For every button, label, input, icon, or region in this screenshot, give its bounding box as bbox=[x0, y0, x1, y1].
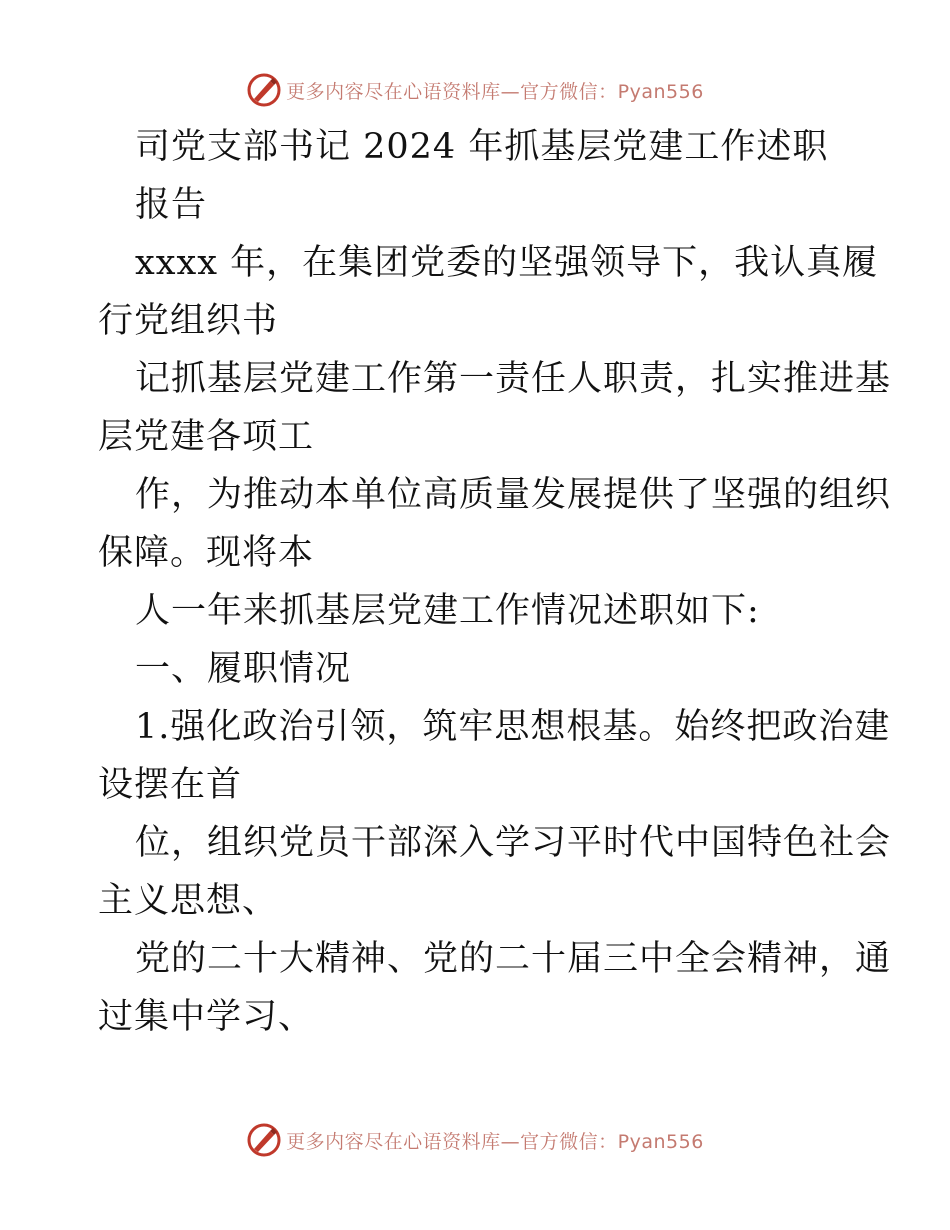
watermark-text: 更多内容尽在心语资料库—官方微信：Pyan556 bbox=[286, 80, 704, 103]
text-line: 位，组织党员干部深入学习平时代中国特色社会 bbox=[135, 823, 892, 863]
watermark-header bbox=[0, 70, 950, 110]
text-line: 司党支部书记 2024 年抓基层党建工作述职 bbox=[135, 127, 829, 167]
text-line: 党的二十大精神、党的二十届三中全会精神，通 bbox=[135, 939, 892, 979]
text-line: 记抓基层党建工作第一责任人职责，扎实推进基 bbox=[135, 359, 892, 399]
text-line: 过集中学习、 bbox=[98, 997, 315, 1037]
text-line: 作，为推动本单位高质量发展提供了坚强的组织 bbox=[135, 475, 892, 515]
text-line: 保障。现将本 bbox=[98, 533, 315, 573]
text-line: 层党建各项工 bbox=[98, 417, 315, 457]
text-line: xxxx 年，在集团党委的坚强领导下，我认真履 bbox=[135, 243, 879, 283]
text-line: 1.强化政治引领，筑牢思想根基。始终把政治建 bbox=[135, 707, 891, 747]
section-heading: 一、履职情况 bbox=[135, 649, 352, 689]
text-line: 设摆在首 bbox=[98, 765, 243, 805]
text-line: 人一年来抓基层党建工作情况述职如下: bbox=[135, 591, 760, 631]
watermark-footer bbox=[0, 1120, 950, 1160]
text-line: 主义思想、 bbox=[98, 881, 279, 921]
pen-circle-logo-icon bbox=[246, 1122, 282, 1158]
watermark-text: 更多内容尽在心语资料库—官方微信：Pyan556 bbox=[286, 1130, 704, 1153]
pen-circle-logo-icon bbox=[246, 72, 282, 108]
document-body bbox=[98, 118, 892, 1046]
text-line: 行党组织书 bbox=[98, 301, 279, 341]
text-line: 报告 bbox=[135, 185, 208, 225]
